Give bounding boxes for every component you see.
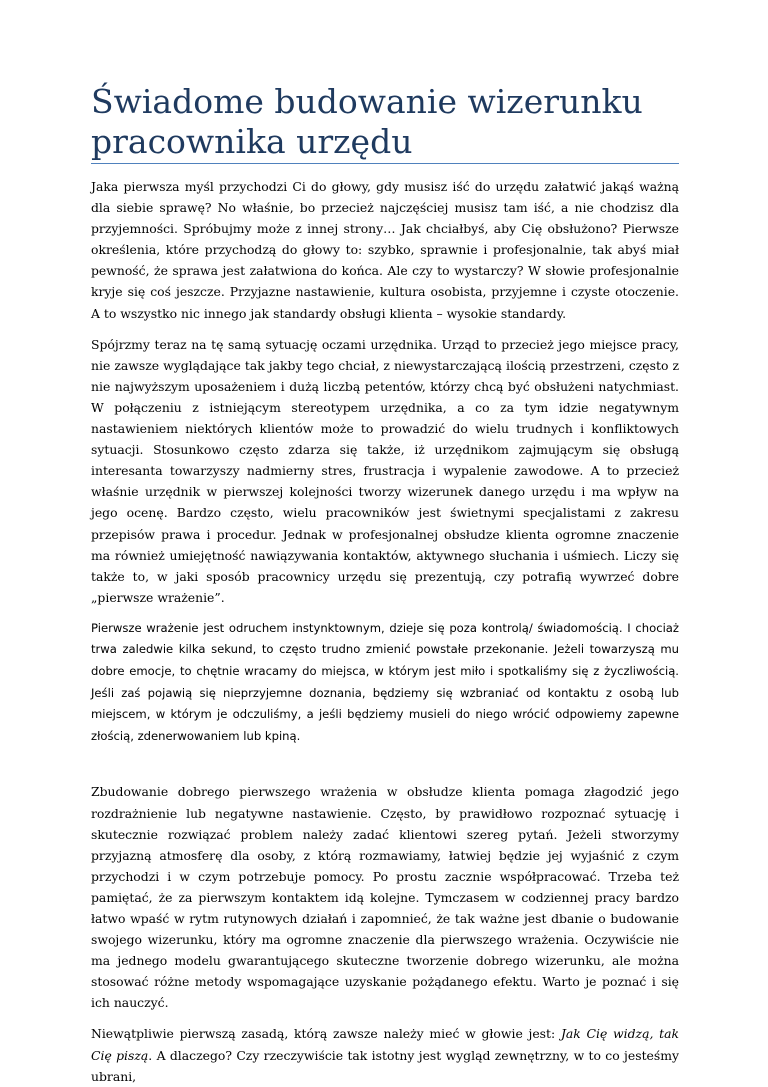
paragraph-clerk-perspective: Spójrzmy teraz na tę samą sytuację oczami urzędnika. Urząd to przecież jego miejsce pracy, nie zawsze wyglądające tak jakby tego chciał, z niewystarczającą ilością przestrzeni, często z nie najwyższym uposażeniem i dużą liczbą petentów, którzy chcą być obsłużeni natychmiast. W połączeniu z istniejącym stereotypem urzędnika, a co za tym idzie negatywnym nastawieniem niektórych klientów może to prowadzić do wielu trudnych i konfliktowych sytuacji. Stosunkowo często zdarza się także, iż urzędnikom zajmującym się obsługą interesanta towarzyszy nadmierny stres, frustracja i wypalenie zawodowe. A to przecież właśnie urzędnik w pierwszej kolejności tworzy wizerunek danego urzędu i ma wpływ na jego ocenę. Bardzo często, wielu pracowników jest świetnymi specjalistami z zakresu przepisów prawa i procedur. Jednak w profesjonalnej obsłudze klienta ogromne znaczenie ma również umiejętność nawiązywania kontaktów, aktywnego słuchania i uśmiech. Liczy się także to, w jaki sposób pracownicy urzędu się prezentują, czy potrafią wywrzeć dobre „pierwsze wrażenie”. bbox=[91, 336, 679, 605]
paragraph-first-impression: Pierwsze wrażenie jest odruchem instynktownym, dzieje się poza kontrolą/ świadomością. I chociaż trwa zaledwie kilka sekund, to często trudno zmienić powstałe przekonanie. Jeżeli towarzyszą mu dobre emocje, to chętnie wracamy do miejsca, w którym jest miło i spotkaliśmy się z życzliwością. Jeśli zaś pojawią się nieprzyjemne doznania, będziemy się wzbraniać od kontaktu z osobą lub miejscem, w którym je odczuliśmy, a jeśli będziemy musieli do niego wrócić odpowiemy zapewne złością, zdenerwowaniem lub kpiną. bbox=[91, 620, 679, 743]
paragraph-building-impression: Zbudowanie dobrego pierwszego wrażenia w obsłudze klienta pomaga złagodzić jego rozdrażnienie lub negatywne nastawienie. Często, by prawidłowo rozpoznać sytuację i skutecznie rozwiązać problem należy zadać klientowi szereg pytań. Jeżeli stworzymy przyjazną atmosferę dla osoby, z którą rozmawiamy, łatwiej będzie jej wyjaśnić z czym przychodzi i w czym potrzebuje pomocy. Po prostu zacznie współpracować. Trzeba też pamiętać, że za pierwszym kontaktem idą kolejne. Tymczasem w codziennej pracy bardzo łatwo wpaść w rytm rutynowych działań i zapomnieć, że tak ważne jest dbanie o budowanie swojego wizerunku, który ma ogromne znaczenie dla pierwszego wrażenia. Oczywiście nie ma jednego modelu gwarantującego skuteczne tworzenie dobrego wizerunku, ale można stosować różne metody wspomagające uzyskanie pożądanego efektu. Warto je poznać i się ich nauczyć. bbox=[91, 784, 679, 1011]
paragraph-intro: Jaka pierwsza myśl przychodzi Ci do głowy, gdy musisz iść do urzędu załatwić jakąś ważną dla siebie sprawę? No właśnie, bo przecież najczęściej musisz tam iść, a nie chodzisz dla przyjemności. Spróbujmy może z innej strony… Jak chciałbyś, aby Cię obsłużono? Pierwsze określenia, które przychodzą do głowy to: szybko, sprawnie i profesjonalnie, tak abyś miał pewność, że sprawa jest załatwiona do końca. Ale czy to wystarczy? W słowie profesjonalnie kryje się coś jeszcze. Przyjazne nastawienie, kultura osobista, przyjemne i czyste otoczenie. A to wszystko nic innego jak standardy obsługi klienta – wysokie standardy. bbox=[91, 179, 679, 321]
paragraph-first-rule bbox=[91, 1023, 679, 1086]
paragraph-text: . A dlaczego? Czy rzeczywiście tak istotny jest wygląd zewnętrzny, w to co jesteśmy ubrani, bbox=[91, 1047, 679, 1084]
italic-quote: Jak Cię widzą, tak Cię piszą bbox=[91, 1026, 680, 1063]
paragraph-text: Niewątpliwie pierwszą zasadą, którą zawsze należy mieć w głowie jest: bbox=[91, 1026, 561, 1042]
page-title: Świadome budowanie wizerunku pracownika urzędu bbox=[91, 82, 643, 161]
document-body bbox=[91, 176, 679, 1087]
title-underline bbox=[91, 163, 679, 164]
